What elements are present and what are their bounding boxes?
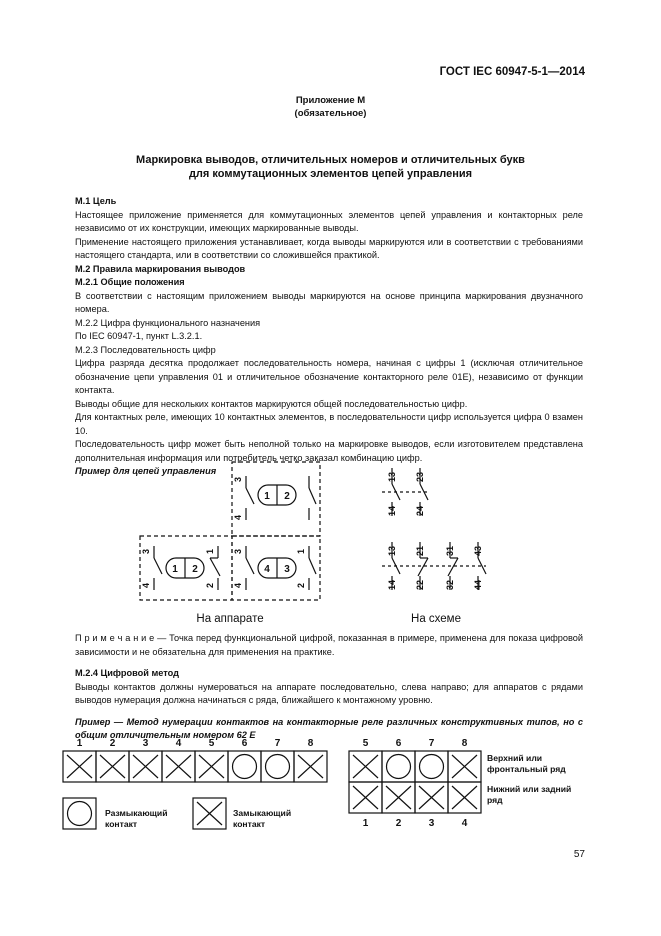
upper-row-number-5: 5 (362, 738, 369, 749)
schema-bot-13: 13 (387, 545, 397, 556)
legend-open-contact-label (105, 808, 168, 830)
row1-number-6: 6 (241, 738, 248, 749)
example-2-caption: Пример — Метод нумерации контактов на контакторные реле различных конструктивных типов, но с общим отличительным номером 62 Е (75, 716, 583, 740)
right-cells (349, 751, 481, 813)
example-1-caption: Пример для цепей управления (75, 466, 217, 476)
term-br-right-top: 1 (296, 548, 306, 554)
label-lower-row: Нижний или задний ряд (487, 784, 572, 805)
term-bl-right-top: 1 (205, 548, 215, 554)
upper-row-number-7: 7 (428, 738, 435, 749)
row1-cells (63, 751, 327, 782)
document-title-line2: для коммутационных элементов цепей управления (188, 168, 473, 180)
schema-top-14: 14 (387, 505, 397, 516)
row1-number-4: 4 (175, 738, 182, 749)
note-text: — Точка перед функциональной цифрой, показанная в примере, применена для показа цифровой зависимости и не обязательна для применения на практике. (75, 633, 584, 657)
section-m2-heading: М.2 Правила маркирования выводов (75, 263, 246, 274)
terminal-marking-figure (130, 458, 510, 628)
row1-number-5: 5 (208, 738, 215, 749)
section-m21-heading: М.2.1 Общие положения (75, 277, 185, 287)
term-bl-left-top: 3 (141, 548, 151, 554)
schema-bot-44: 44 (473, 579, 483, 590)
upper-row-number-8: 8 (461, 738, 468, 749)
row1-number-7: 7 (274, 738, 281, 749)
section-m24-paragraph-1: Выводы контактов должны нумероваться на аппарате последовательно, слева направо; для аппаратов с рядами выводов нумерация должна начинаться с ряда, ближайшего к монтажному уровню. (75, 681, 583, 705)
legend-close-line2: контакт (233, 819, 266, 829)
legend-close-contact-label (233, 808, 291, 830)
section-m23-paragraph-4: Последовательность цифр может быть неполной только на маркировке выводов, если изготовителем представлена дополнительная информация или потребитель четко заказал комбинацию цифр. (75, 439, 583, 463)
device-bl-number-2: 2 (192, 564, 198, 575)
lower-row-number-1: 1 (362, 818, 369, 829)
section-m1-heading: М.1 Цель (75, 196, 117, 206)
device-box-bottom-right (232, 536, 320, 600)
legend-open-line1: Размыкающий (105, 808, 168, 818)
term-bl-left-bot: 4 (141, 582, 151, 588)
term-bl-right-bot: 2 (205, 582, 215, 588)
caption-on-device: На аппарате (196, 613, 264, 625)
device-bl-number-1: 1 (172, 564, 178, 575)
device-box-top (232, 462, 320, 536)
row1-cell-7-circle (266, 755, 290, 779)
term-top-out: 4 (233, 514, 243, 520)
section-m1-paragraph-1: Настоящее приложение применяется для коммутационных элементов цепей управления и контакторных реле независимо от их конструкции, имеющих маркированные выводы. (75, 209, 583, 233)
section-m22-paragraph-1: По IEC 60947-1, пункт L.3.2.1. (75, 331, 203, 341)
section-m23-paragraph-3: Для контактных реле, имеющих 10 контактных элементов, в последовательности цифр используется цифра 0 взамен 10. (75, 412, 583, 436)
device-top-number-2: 2 (284, 491, 290, 502)
row1-number-3: 3 (142, 738, 149, 749)
note-label: П р и м е ч а н и е (75, 633, 155, 643)
document-title (0, 153, 661, 181)
row1-number-8: 8 (307, 738, 314, 749)
schema-bot-14: 14 (387, 579, 397, 590)
lower-row-number-4: 4 (461, 818, 468, 829)
annex-heading (0, 94, 661, 120)
section-m23-paragraph-2: Выводы общие для нескольких контактов маркируются общей последовательностью цифр. (75, 398, 468, 409)
section-m23-paragraph-1: Цифра разряда десятка продолжает последовательность номера, начиная с цифры 1 (исключая отличительное обозначение цепи управления 01 и отличительное обозначение контакторного реле 01Е), независимо от функции контакта. (75, 358, 583, 395)
upper-row-number-6: 6 (395, 738, 402, 749)
page-number: 57 (573, 849, 585, 860)
schema-bot-32: 32 (445, 579, 455, 590)
lower-row-number-3: 3 (428, 818, 435, 829)
note-paragraph (75, 632, 583, 659)
legend-open-contact-symbol-circle (68, 802, 92, 826)
legend-close-line1: Замыкающий (233, 808, 292, 818)
text-block-1 (75, 195, 583, 479)
label-upper-row: Верхний или фронтальный ряд (487, 753, 566, 774)
term-top-in: 3 (233, 476, 243, 482)
section-m24-heading: М.2.4 Цифровой метод (75, 668, 179, 678)
device-box-bottom-left (140, 536, 232, 600)
annex-status: (обязательное) (294, 108, 367, 119)
lower-row-number-2: 2 (395, 818, 402, 829)
section-m21-paragraph-1: В соответствии с настоящим приложением выводы маркируются на основе принципа маркирования двузначного номера. (75, 290, 583, 314)
upper-row-cell-3-circle (420, 755, 444, 779)
document-title-line1: Маркировка выводов, отличительных номеров и отличительных букв (136, 154, 525, 166)
section-m23-heading: М.2.3 Последовательность цифр (75, 344, 216, 355)
section-m22-heading: М.2.2 Цифра функционального назначения (75, 317, 261, 328)
row1-number-1: 1 (76, 738, 83, 749)
annex-title: Приложение М (295, 95, 366, 106)
term-br-right-bot: 2 (296, 582, 306, 588)
upper-row-cell-2-circle (387, 755, 411, 779)
schema-top-13: 13 (387, 471, 397, 482)
schema-top-23: 23 (415, 471, 425, 482)
section-m1-paragraph-2: Применение настоящего приложения устанавливает, когда выводы маркируются или в соответствии с требованиями настоящего стандарта, или в соответствии со сложившейся практикой. (75, 236, 583, 260)
schema-bot-21: 21 (415, 545, 425, 556)
caption-on-schema: На схеме (411, 613, 461, 625)
device-br-number-3: 3 (284, 564, 290, 575)
standard-header: ГОСТ IEC 60947-5-1—2014 (439, 66, 585, 78)
schema-top-24: 24 (415, 505, 425, 516)
row1-cell-6-circle (233, 755, 257, 779)
schema-bot-43: 43 (473, 545, 483, 556)
term-br-left-top: 3 (233, 548, 243, 554)
text-block-2 (75, 632, 583, 743)
schema-bot-22: 22 (415, 579, 425, 590)
schema-bot-31: 31 (445, 545, 455, 556)
legend-open-line2: контакт (105, 819, 138, 829)
row1-number-2: 2 (109, 738, 116, 749)
device-br-number-4: 4 (264, 564, 270, 575)
term-br-left-bot: 4 (233, 582, 243, 588)
device-top-number-1: 1 (264, 491, 270, 502)
